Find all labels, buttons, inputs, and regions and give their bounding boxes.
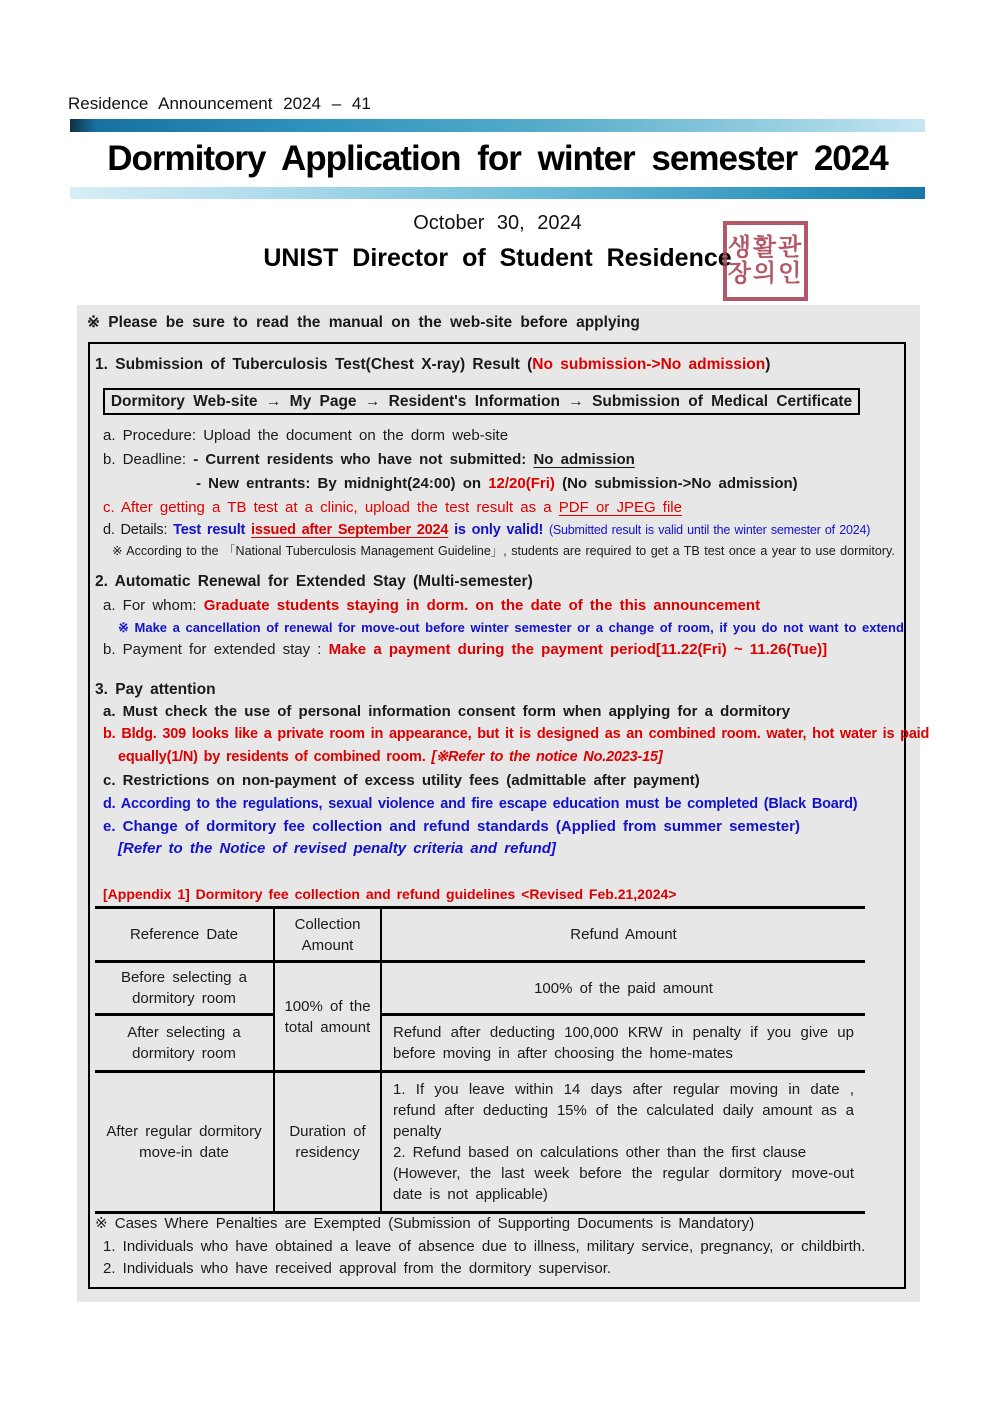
cell-refund-rules: [381, 1072, 865, 1213]
appendix-title: [Appendix 1] Dormitory fee collection and refund guidelines <Revised Feb.21,2024>: [103, 886, 677, 902]
document-title: Dormitory Application for winter semester 2024: [107, 139, 888, 178]
penalty-exemption-item-2: 2. Individuals who have received approval from the dormitory supervisor.: [103, 1260, 612, 1277]
item-b-label: b. Deadline:: [103, 451, 194, 468]
header-collection-amount: Collection Amount: [274, 908, 381, 962]
content-panel: [77, 305, 930, 1302]
cell-duration-of-residency: Duration of residency: [274, 1072, 381, 1213]
content-border-box: [88, 342, 930, 1289]
section-3-item-e: e. Change of dormitory fee collection and refund standards (Applied from summer semester): [103, 818, 800, 835]
header-refund-amount: Refund Amount: [381, 908, 865, 962]
penalty-exemption-item-1: 1. Individuals who have obtained a leave of absence due to illness, military service, pregnancy, or childbirth.: [103, 1238, 866, 1255]
section-1-item-c: [103, 498, 682, 518]
item-b2-date-red: 12/20(Fri): [488, 475, 555, 492]
section-2-item-b: [103, 640, 827, 660]
table-header-row: [95, 908, 865, 962]
penalty-exemption-title: ※ Cases Where Penalties are Exempted (Submission of Supporting Documents is Mandatory): [95, 1215, 755, 1232]
refund-rule-3: (However, the last week before the regular dormitory move-out date is not applicable): [393, 1165, 854, 1203]
official-seal-stamp: [723, 221, 808, 301]
section-2-heading: 2. Automatic Renewal for Extended Stay (Multi-semester): [95, 573, 533, 590]
section-2-a-red: Graduate students staying in dorm. on the date of the this announcement: [203, 597, 761, 614]
cell-before-selecting: Before selecting a dormitory room: [95, 962, 274, 1015]
item-b2-bold: - New entrants: By midnight(24:00) on: [196, 475, 489, 492]
stamp-text-row2: 장의인: [727, 260, 804, 287]
section-2-a-label: a. For whom:: [103, 597, 204, 614]
cell-after-selecting: After selecting a dormitory room: [95, 1015, 274, 1072]
submission-path-box: Dormitory Web-site → My Page → Resident's Information → Submission of Medical Certificate: [103, 388, 860, 415]
section-1-item-b2: [196, 474, 798, 494]
section-3-heading: 3. Pay attention: [95, 681, 216, 698]
section-1-heading-black: 1. Submission of Tuberculosis Test(Chest X-ray) Result (: [95, 356, 533, 373]
item-b2-tail: (No submission->No admission): [554, 475, 798, 492]
section-3-item-b-line1: b. Bldg. 309 looks like a private room in appearance, but it is designed as an combined room. water, hot water is paid: [103, 726, 930, 742]
item-d-blue2: is only valid!: [448, 522, 549, 538]
section-1-guideline-note: ※ According to the 「National Tuberculosis Management Guideline」, students are required to get a TB test once a year to use dormitory.: [112, 544, 895, 558]
item-d-note: (Submitted result is valid until the winter semester of 2024): [548, 523, 871, 537]
section-3-item-b-line2: [118, 747, 663, 767]
cell-refund-penalty-100000: Refund after deducting 100,000 KRW in penalty if you give up before moving in after choosing the home-mates: [381, 1015, 865, 1072]
section-2-b-label: b. Payment for extended stay :: [103, 641, 329, 658]
section-3-b2-red: equally(1/N) by residents of combined room.: [118, 749, 432, 765]
item-b-underlined: No admission: [533, 451, 635, 468]
header-reference-date: Reference Date: [95, 908, 274, 962]
cell-after-move-in: After regular dormitory move-in date: [95, 1072, 274, 1213]
item-c-underlined: PDF or JPEG file: [558, 499, 682, 516]
section-1-heading-red: No submission->No admission: [532, 356, 766, 373]
section-3-item-a: a. Must check the use of personal information consent form when applying for a dormitory: [103, 703, 791, 720]
section-2-cancellation-note: ※ Make a cancellation of renewal for move-out before winter semester or a change of room, if you do not want to extend: [118, 620, 904, 635]
section-1-item-a: a. Procedure: Upload the document on the dorm web-site: [103, 427, 509, 444]
section-3-item-d: d. According to the regulations, sexual violence and fire escape education must be completed (Black Board): [103, 796, 858, 812]
item-c-red: c. After getting a TB test at a clinic, upload the test result as a: [103, 499, 559, 516]
issue-date: October 30, 2024: [413, 212, 582, 234]
table-row-after-selecting: [95, 1015, 865, 1072]
manual-note: ※ Please be sure to read the manual on the web-site before applying: [87, 314, 640, 331]
table-row-after-move-in: [95, 1072, 865, 1213]
title-bar-top: [70, 119, 925, 132]
section-2-item-a: [103, 596, 760, 616]
section-1-heading: [95, 355, 770, 375]
title-bar-bottom: [70, 187, 925, 199]
section-3-item-e-ref: [Refer to the Notice of revised penalty criteria and refund]: [118, 840, 556, 857]
section-3-b2-italic: [※Refer to the notice No.2023-15]: [431, 749, 663, 765]
refund-rule-2: 2. Refund based on calculations other than the first clause: [393, 1144, 807, 1161]
section-1-item-b: [103, 450, 635, 470]
table-row-before-selecting: [95, 962, 865, 1015]
announcement-number: Residence Announcement 2024 – 41: [68, 94, 371, 113]
section-3-item-c: c. Restrictions on non-payment of excess utility fees (admittable after payment): [103, 772, 700, 789]
section-2-b-red: Make a payment during the payment period[11.22(Fri) ~ 11.26(Tue)]: [328, 641, 828, 658]
section-1-item-d: [103, 520, 870, 540]
signer-title: UNIST Director of Student Residence: [263, 244, 732, 272]
cell-refund-100pct: 100% of the paid amount: [381, 962, 865, 1015]
item-d-red-underlined: issued after September 2024: [251, 522, 449, 538]
cell-collection-100pct: 100% of the total amount: [274, 962, 381, 1072]
item-d-label: d. Details:: [103, 522, 174, 538]
refund-guidelines-table: [95, 906, 865, 1214]
item-d-blue1: Test result: [173, 522, 251, 538]
stamp-text-row1: 생활관: [727, 233, 804, 261]
item-b-bold: - Current residents who have not submitted:: [193, 451, 534, 468]
refund-rule-1: 1. If you leave within 14 days after regular moving in date , refund after deducting 15% of the calculated daily amount as a penalty: [393, 1081, 854, 1140]
section-1-heading-close: ): [765, 356, 771, 373]
